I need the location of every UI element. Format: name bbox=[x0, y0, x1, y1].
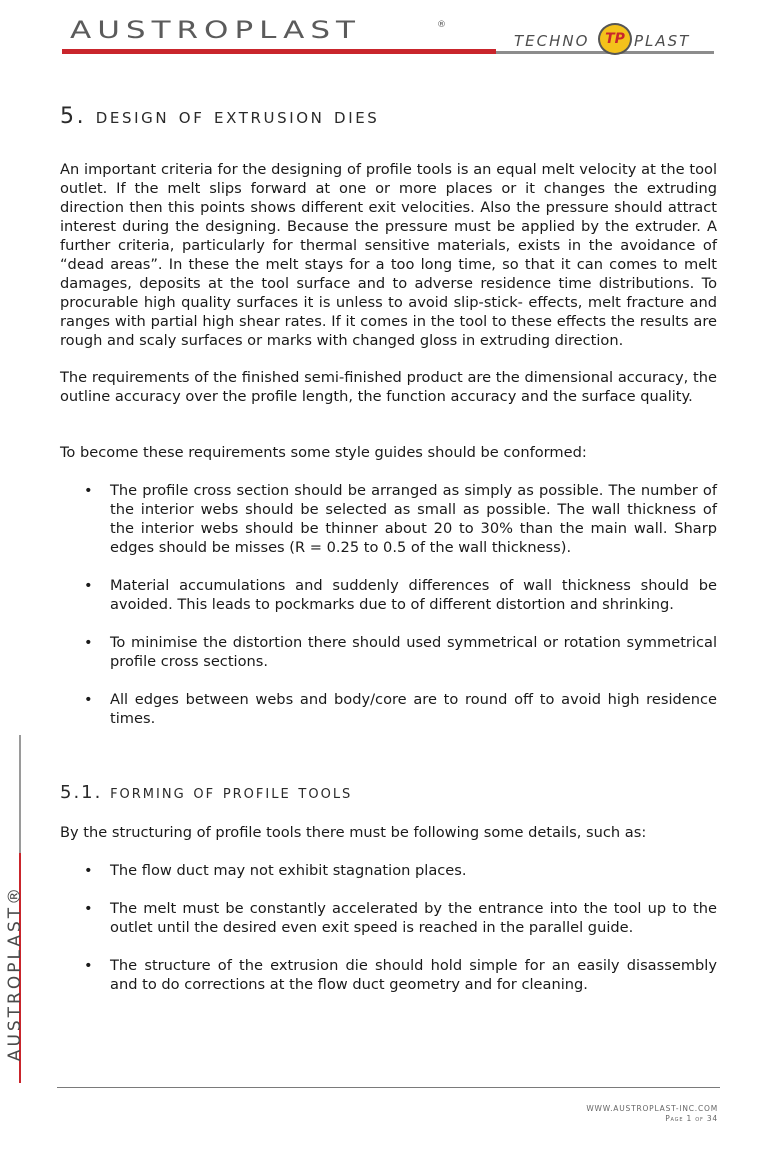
list-item-text: Material accumulations and suddenly differences of wall thickness should be avoided. This leads to pockmarks due to of different distortion and shrinking. bbox=[110, 577, 717, 613]
list-item-text: To minimise the distortion there should used symmetrical or rotation symmetrical profile cross sections. bbox=[110, 634, 717, 670]
details-list bbox=[60, 861, 717, 994]
list-item-text: The flow duct may not exhibit stagnation places. bbox=[110, 862, 467, 879]
list-item bbox=[60, 690, 717, 728]
page-header bbox=[0, 0, 768, 70]
list-item bbox=[60, 956, 717, 994]
style-guides-paragraph: To become these requirements some style guides should be conformed: bbox=[60, 444, 587, 461]
page-number: Page 1 of 34 bbox=[665, 1114, 718, 1123]
registered-mark: ® bbox=[437, 20, 446, 30]
list-item-text: All edges between webs and body/core are to round off to avoid high residence times. bbox=[110, 691, 717, 727]
bullet-icon: • bbox=[84, 900, 93, 917]
subsection-heading: 5.1. forming of profile tools bbox=[60, 782, 353, 803]
tp-badge-icon: TP bbox=[598, 23, 632, 55]
list-item bbox=[60, 576, 717, 614]
bullet-icon: • bbox=[84, 862, 93, 879]
technoplast-logo-left: TECHNO bbox=[514, 32, 590, 50]
list-item bbox=[60, 899, 717, 937]
details-paragraph: By the structuring of profile tools there must be following some details, such as: bbox=[60, 824, 647, 841]
list-item-text: The profile cross section should be arranged as simply as possible. The number of the interior webs should be selected as small as possible. The wall thickness of the interior webs should be thinner about 20 to 30% than the main wall. Sharp edges should be misses (R = 0.25 to 0.5 of the wall thickness). bbox=[110, 482, 717, 556]
list-item bbox=[60, 481, 717, 557]
bullet-icon: • bbox=[84, 482, 93, 499]
technoplast-logo-right: PLAST bbox=[634, 32, 691, 50]
logo-red-underline bbox=[62, 49, 496, 54]
bullet-icon: • bbox=[84, 957, 93, 974]
footer-divider bbox=[57, 1087, 720, 1088]
section-heading: 5. design of extrusion dies bbox=[60, 104, 380, 129]
style-guides-list bbox=[60, 481, 717, 728]
requirements-paragraph: The requirements of the finished semi-finished product are the dimensional accuracy, the outline accuracy over the profile length, the function accuracy and the surface quality. bbox=[60, 369, 717, 405]
bullet-icon: • bbox=[84, 577, 93, 594]
side-brand-logo: AUSTROPLAST® bbox=[5, 884, 25, 1062]
bullet-icon: • bbox=[84, 691, 93, 708]
list-item-text: The structure of the extrusion die should hold simple for an easily disassembly and to do corrections at the flow duct geometry and for cleaning. bbox=[110, 957, 717, 993]
footer-url: WWW.AUSTROPLAST-INC.COM bbox=[586, 1104, 718, 1113]
list-item bbox=[60, 633, 717, 671]
austroplast-logo: AUSTROPLAST bbox=[70, 16, 361, 45]
bullet-icon: • bbox=[84, 634, 93, 651]
list-item bbox=[60, 861, 717, 880]
list-item-text: The melt must be constantly accelerated by the entrance into the tool up to the outlet until the desired even exit speed is reached in the parallel guide. bbox=[110, 900, 717, 936]
intro-paragraph: An important criteria for the designing of profile tools is an equal melt velocity at the tool outlet. If the melt slips forward at one or more places or it changes the extruding direction then this points shows different exit velocities. Also the pressure should attract interest during the designing. Because the pressure must be applied by the extruder. A further criteria, particularly for thermal sensitive materials, exists in the avoidance of “dead areas”. In these the melt stays for a too long time, so that it can comes to melt damages, deposits at the tool surface and to adverse residence time distributions. To procurable high quality surfaces it is unless to avoid slip-stick- effects, melt fracture and ranges with partial high shear rates. If it comes in the tool to these effects the results are rough and scaly surfaces or marks with changed gloss in extruding direction. bbox=[60, 161, 717, 349]
